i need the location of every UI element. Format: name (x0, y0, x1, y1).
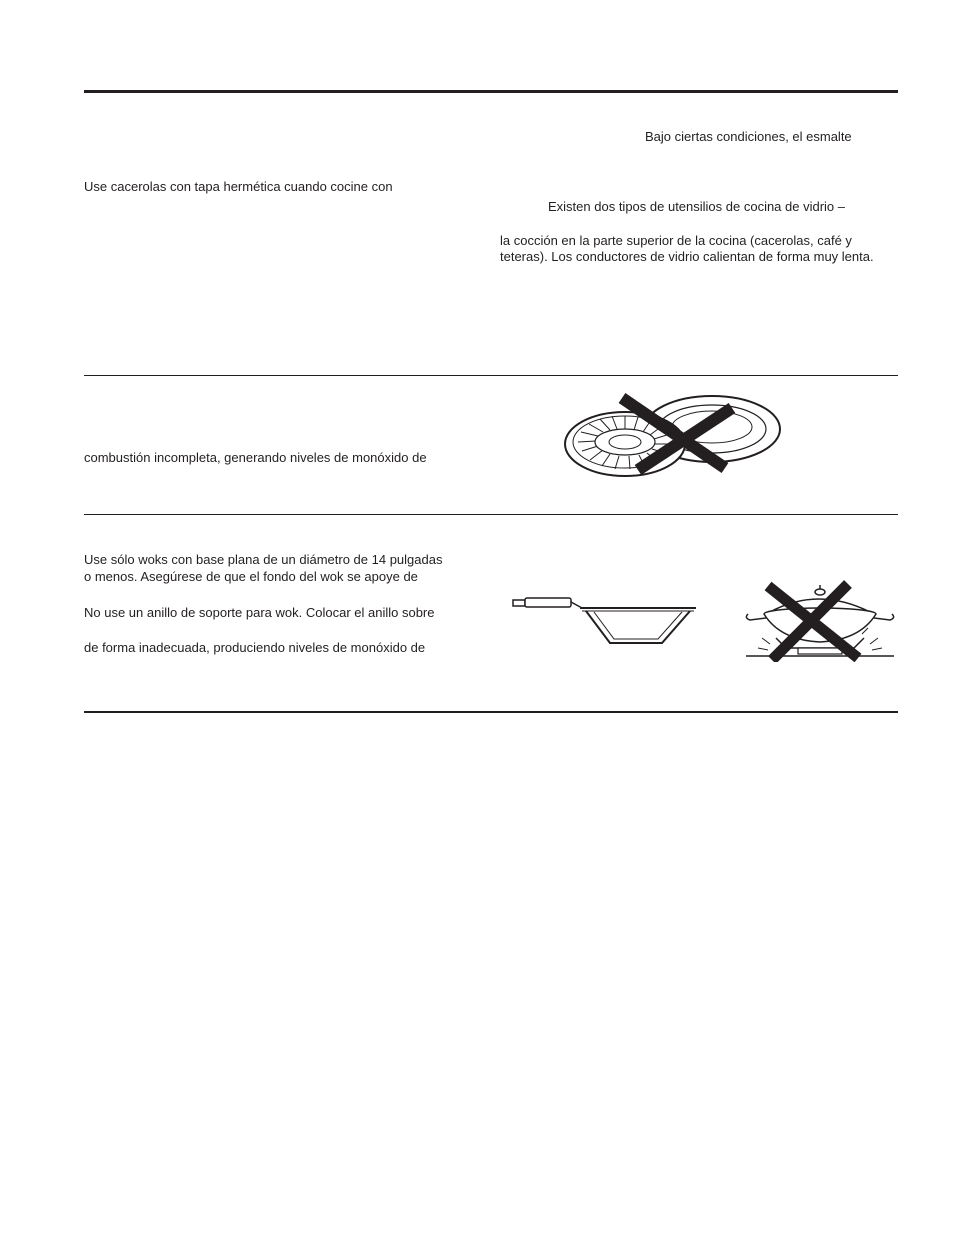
wok-on-support-ring-crossed-out-icon (740, 580, 900, 662)
flat-wok-text-1: Use sólo woks con base plana de un diámetro de 14 pulgadas (84, 552, 443, 567)
glass-cookware-text-3: teteras). Los conductores de vidrio calientan de forma muy lenta. (500, 249, 874, 264)
flat-wok-text-2: o menos. Asegúrese de que el fondo del wok se apoye de (84, 569, 418, 584)
flat-bottom-wok-icon (510, 592, 700, 648)
glass-cookware-text: Existen dos tipos de utensilios de cocina de vidrio – (548, 199, 846, 214)
wok-ring-text-1: No use un anillo de soporte para wok. Colocar el anillo sobre (84, 605, 435, 620)
wok-ring-text-2: de forma inadecuada, produciendo niveles de monóxido de (84, 640, 426, 655)
bottom-divider (84, 711, 898, 713)
section-divider-2 (84, 514, 898, 515)
top-divider (84, 90, 898, 93)
incomplete-combustion-text: combustión incompleta, generando niveles de monóxido de (84, 450, 427, 465)
tight-lid-text: Use cacerolas con tapa hermética cuando cocine con (84, 179, 393, 194)
enamel-text: Bajo ciertas condiciones, el esmalte (645, 129, 852, 144)
stovetop-grill-crossed-out-icon (560, 384, 790, 484)
section-divider-1 (84, 375, 898, 376)
glass-cookware-text-2: la cocción en la parte superior de la cocina (cacerolas, café y (500, 233, 852, 248)
